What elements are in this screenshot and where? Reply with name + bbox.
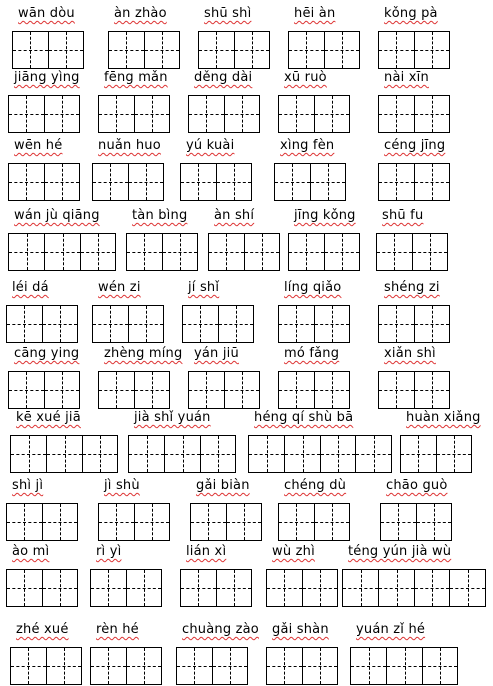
writing-cell[interactable]	[216, 570, 251, 606]
tianzige-grid	[400, 435, 472, 473]
writing-cell[interactable]	[289, 234, 324, 270]
tianzige-grid	[188, 371, 260, 409]
writing-cell[interactable]	[314, 96, 349, 132]
writing-cell[interactable]	[412, 234, 447, 270]
writing-cell[interactable]	[126, 648, 161, 684]
pinyin-label: xū ruò	[284, 70, 327, 85]
writing-cell[interactable]	[414, 32, 449, 68]
pinyin-label: tàn bìng	[132, 208, 188, 223]
pinyin-label: rì yì	[96, 544, 122, 559]
writing-cell[interactable]	[378, 570, 414, 606]
writing-cell[interactable]	[134, 96, 169, 132]
pinyin-label: nuǎn huo	[98, 138, 161, 153]
writing-cell[interactable]	[80, 234, 115, 270]
tianzige-grid	[378, 371, 450, 409]
pinyin-label: huàn xiǎng	[406, 410, 481, 425]
writing-cell[interactable]	[279, 372, 314, 408]
writing-cell[interactable]	[302, 648, 337, 684]
writing-cell[interactable]	[134, 504, 169, 540]
tianzige-grid	[278, 95, 350, 133]
tianzige-grid	[378, 31, 450, 69]
writing-cell[interactable]	[93, 306, 128, 342]
writing-cell[interactable]	[209, 234, 244, 270]
pinyin-label: xiǎn shì	[384, 346, 436, 361]
pinyin-label: wēn hé	[14, 138, 63, 153]
tianzige-grid	[188, 95, 260, 133]
tianzige-grid	[108, 31, 180, 69]
writing-cell[interactable]	[314, 372, 349, 408]
tianzige-grid	[278, 371, 350, 409]
writing-cell[interactable]	[127, 234, 162, 270]
writing-cell[interactable]	[267, 570, 302, 606]
writing-cell[interactable]	[189, 372, 224, 408]
writing-cell[interactable]	[199, 32, 234, 68]
writing-cell[interactable]	[93, 164, 128, 200]
writing-cell[interactable]	[9, 164, 44, 200]
pinyin-label: yuán zǐ hé	[356, 622, 426, 637]
pinyin-label: céng jīng	[384, 138, 446, 153]
writing-cell[interactable]	[44, 96, 79, 132]
writing-cell[interactable]	[249, 436, 284, 472]
writing-cell[interactable]	[11, 648, 46, 684]
pinyin-label: wān dòu	[18, 6, 75, 21]
writing-cell[interactable]	[234, 32, 269, 68]
tianzige-grid	[176, 647, 248, 685]
writing-cell[interactable]	[401, 436, 436, 472]
tianzige-grid	[378, 305, 450, 343]
writing-cell[interactable]	[379, 372, 414, 408]
writing-cell[interactable]	[416, 504, 451, 540]
pinyin-label: zhèng míng	[104, 346, 183, 361]
tianzige-grid	[266, 569, 338, 607]
writing-cell[interactable]	[7, 570, 42, 606]
writing-cell[interactable]	[289, 32, 324, 68]
writing-cell[interactable]	[91, 648, 126, 684]
writing-cell[interactable]	[379, 164, 414, 200]
writing-cell[interactable]	[324, 32, 359, 68]
pinyin-label: shū shì	[204, 6, 252, 21]
tianzige-grid	[6, 569, 78, 607]
tianzige-grid	[278, 305, 350, 343]
tianzige-grid	[182, 305, 254, 343]
writing-cell[interactable]	[355, 436, 391, 472]
writing-cell[interactable]	[386, 648, 421, 684]
writing-cell[interactable]	[324, 234, 359, 270]
writing-cell[interactable]	[42, 306, 77, 342]
writing-cell[interactable]	[320, 436, 356, 472]
tianzige-grid	[380, 503, 452, 541]
writing-cell[interactable]	[9, 234, 44, 270]
tianzige-grid	[376, 233, 448, 271]
writing-cell[interactable]	[189, 96, 224, 132]
pinyin-label: kē xué jiā	[16, 410, 81, 425]
writing-cell[interactable]	[183, 306, 218, 342]
writing-cell[interactable]	[449, 570, 485, 606]
pinyin-label: chuàng zào	[182, 622, 259, 637]
pinyin-label: wù zhì	[272, 544, 315, 559]
tianzige-grid	[8, 233, 116, 271]
tianzige-grid	[248, 435, 392, 473]
pinyin-label: chāo guò	[386, 478, 448, 493]
pinyin-label: shū fu	[382, 208, 424, 223]
pinyin-label: xìng fèn	[280, 138, 335, 153]
writing-cell[interactable]	[42, 504, 77, 540]
writing-cell[interactable]	[314, 306, 349, 342]
writing-cell[interactable]	[11, 436, 46, 472]
tianzige-grid	[98, 503, 170, 541]
pinyin-label: téng yún jià wù	[348, 544, 452, 559]
writing-cell[interactable]	[414, 372, 449, 408]
writing-cell[interactable]	[44, 234, 79, 270]
writing-cell[interactable]	[226, 504, 261, 540]
pinyin-label: líng qiǎo	[284, 280, 342, 295]
writing-cell[interactable]	[9, 96, 44, 132]
writing-cell[interactable]	[284, 436, 320, 472]
writing-cell[interactable]	[177, 648, 212, 684]
pinyin-label: hēi àn	[294, 6, 336, 21]
tianzige-grid	[8, 95, 80, 133]
tianzige-grid	[90, 647, 162, 685]
writing-cell[interactable]	[126, 570, 161, 606]
pinyin-label: jiāng yìng	[14, 70, 80, 85]
tianzige-grid	[98, 371, 170, 409]
pinyin-label: chéng dù	[284, 478, 347, 493]
writing-cell[interactable]	[46, 648, 81, 684]
writing-cell[interactable]	[216, 164, 251, 200]
writing-cell[interactable]	[91, 570, 126, 606]
tianzige-grid	[90, 569, 162, 607]
writing-cell[interactable]	[224, 96, 259, 132]
tianzige-grid	[288, 233, 360, 271]
pinyin-label: kǒng pà	[384, 6, 438, 21]
tianzige-grid	[6, 305, 78, 343]
writing-cell[interactable]	[436, 436, 471, 472]
writing-cell[interactable]	[279, 96, 314, 132]
writing-cell[interactable]	[144, 32, 179, 68]
tianzige-grid	[190, 503, 262, 541]
tianzige-grid	[350, 647, 458, 685]
pinyin-label: gǎi shàn	[272, 622, 329, 637]
writing-cell[interactable]	[224, 372, 259, 408]
pinyin-label: cāng ying	[14, 346, 80, 361]
tianzige-grid	[278, 503, 350, 541]
tianzige-grid	[198, 31, 270, 69]
writing-cell[interactable]	[7, 306, 42, 342]
writing-cell[interactable]	[377, 234, 412, 270]
writing-cell[interactable]	[279, 504, 314, 540]
tianzige-grid	[8, 371, 80, 409]
tianzige-grid	[6, 503, 78, 541]
pinyin-label: héng qí shù bā	[254, 410, 354, 425]
tianzige-grid	[266, 647, 338, 685]
writing-cell[interactable]	[351, 648, 386, 684]
writing-cell[interactable]	[414, 306, 449, 342]
writing-cell[interactable]	[48, 32, 83, 68]
writing-cell[interactable]	[218, 306, 253, 342]
pinyin-label: děng dài	[194, 70, 253, 85]
writing-cell[interactable]	[379, 32, 414, 68]
tianzige-grid	[180, 163, 252, 201]
writing-cell[interactable]	[134, 372, 169, 408]
writing-cell[interactable]	[267, 648, 302, 684]
writing-cell[interactable]	[414, 96, 449, 132]
writing-cell[interactable]	[99, 372, 134, 408]
writing-cell[interactable]	[7, 504, 42, 540]
writing-cell[interactable]	[129, 436, 164, 472]
writing-cell[interactable]	[422, 648, 457, 684]
pinyin-label: fēng mǎn	[104, 70, 168, 85]
writing-cell[interactable]	[9, 372, 44, 408]
writing-cell[interactable]	[381, 504, 416, 540]
writing-cell[interactable]	[302, 570, 337, 606]
writing-cell[interactable]	[109, 32, 144, 68]
writing-cell[interactable]	[212, 648, 247, 684]
pinyin-label: wán jù qiāng	[14, 208, 100, 223]
pinyin-label: lián xì	[186, 544, 227, 559]
pinyin-label: yú kuài	[186, 138, 235, 153]
pinyin-label: shì jì	[12, 478, 44, 493]
tianzige-grid	[180, 569, 252, 607]
writing-cell[interactable]	[128, 306, 163, 342]
writing-cell[interactable]	[181, 164, 216, 200]
pinyin-label: jià shǐ yuán	[134, 410, 211, 425]
tianzige-grid	[92, 305, 164, 343]
writing-cell[interactable]	[275, 164, 310, 200]
writing-cell[interactable]	[13, 32, 48, 68]
pinyin-label: ào mì	[12, 544, 50, 559]
tianzige-grid	[274, 163, 346, 201]
tianzige-grid	[378, 163, 450, 201]
pinyin-label: gǎi biàn	[196, 478, 250, 493]
pinyin-label: jì shù	[104, 478, 140, 493]
pinyin-label: nài xīn	[384, 70, 429, 85]
tianzige-grid	[98, 95, 170, 133]
pinyin-label: zhé xué	[16, 622, 69, 637]
tianzige-grid	[288, 31, 360, 69]
writing-cell[interactable]	[46, 436, 81, 472]
writing-cell[interactable]	[314, 504, 349, 540]
pinyin-label: yán jiū	[194, 346, 239, 361]
writing-cell[interactable]	[162, 234, 197, 270]
writing-cell[interactable]	[42, 570, 77, 606]
tianzige-grid	[342, 569, 486, 607]
writing-cell[interactable]	[191, 504, 226, 540]
writing-cell[interactable]	[379, 96, 414, 132]
writing-cell[interactable]	[343, 570, 378, 606]
tianzige-grid	[126, 233, 198, 271]
tianzige-grid	[92, 163, 164, 201]
pinyin-label: rèn hé	[96, 622, 139, 637]
writing-cell[interactable]	[379, 306, 414, 342]
writing-cell[interactable]	[181, 570, 216, 606]
tianzige-grid	[8, 163, 80, 201]
writing-cell[interactable]	[99, 504, 134, 540]
writing-cell[interactable]	[279, 306, 314, 342]
writing-cell[interactable]	[310, 164, 345, 200]
writing-cell[interactable]	[99, 96, 134, 132]
pinyin-label: shéng zi	[384, 280, 440, 295]
pinyin-label: àn shí	[214, 208, 255, 223]
tianzige-grid	[378, 95, 450, 133]
writing-cell[interactable]	[128, 164, 163, 200]
writing-cell[interactable]	[244, 234, 279, 270]
pinyin-label: léi dá	[12, 280, 49, 295]
writing-cell[interactable]	[164, 436, 199, 472]
pinyin-label: jí shǐ	[188, 280, 220, 295]
pinyin-label: àn zhào	[114, 6, 167, 21]
tianzige-grid	[208, 233, 280, 271]
pinyin-label: mó fǎng	[284, 346, 340, 361]
writing-cell[interactable]	[44, 372, 79, 408]
pinyin-label: wén zi	[98, 280, 141, 295]
tianzige-grid	[128, 435, 236, 473]
writing-cell[interactable]	[44, 164, 79, 200]
tianzige-grid	[10, 647, 82, 685]
writing-cell[interactable]	[200, 436, 235, 472]
tianzige-grid	[12, 31, 84, 69]
writing-cell[interactable]	[414, 570, 450, 606]
writing-cell[interactable]	[82, 436, 117, 472]
tianzige-grid	[10, 435, 118, 473]
writing-cell[interactable]	[414, 164, 449, 200]
pinyin-label: jīng kǒng	[294, 208, 356, 223]
